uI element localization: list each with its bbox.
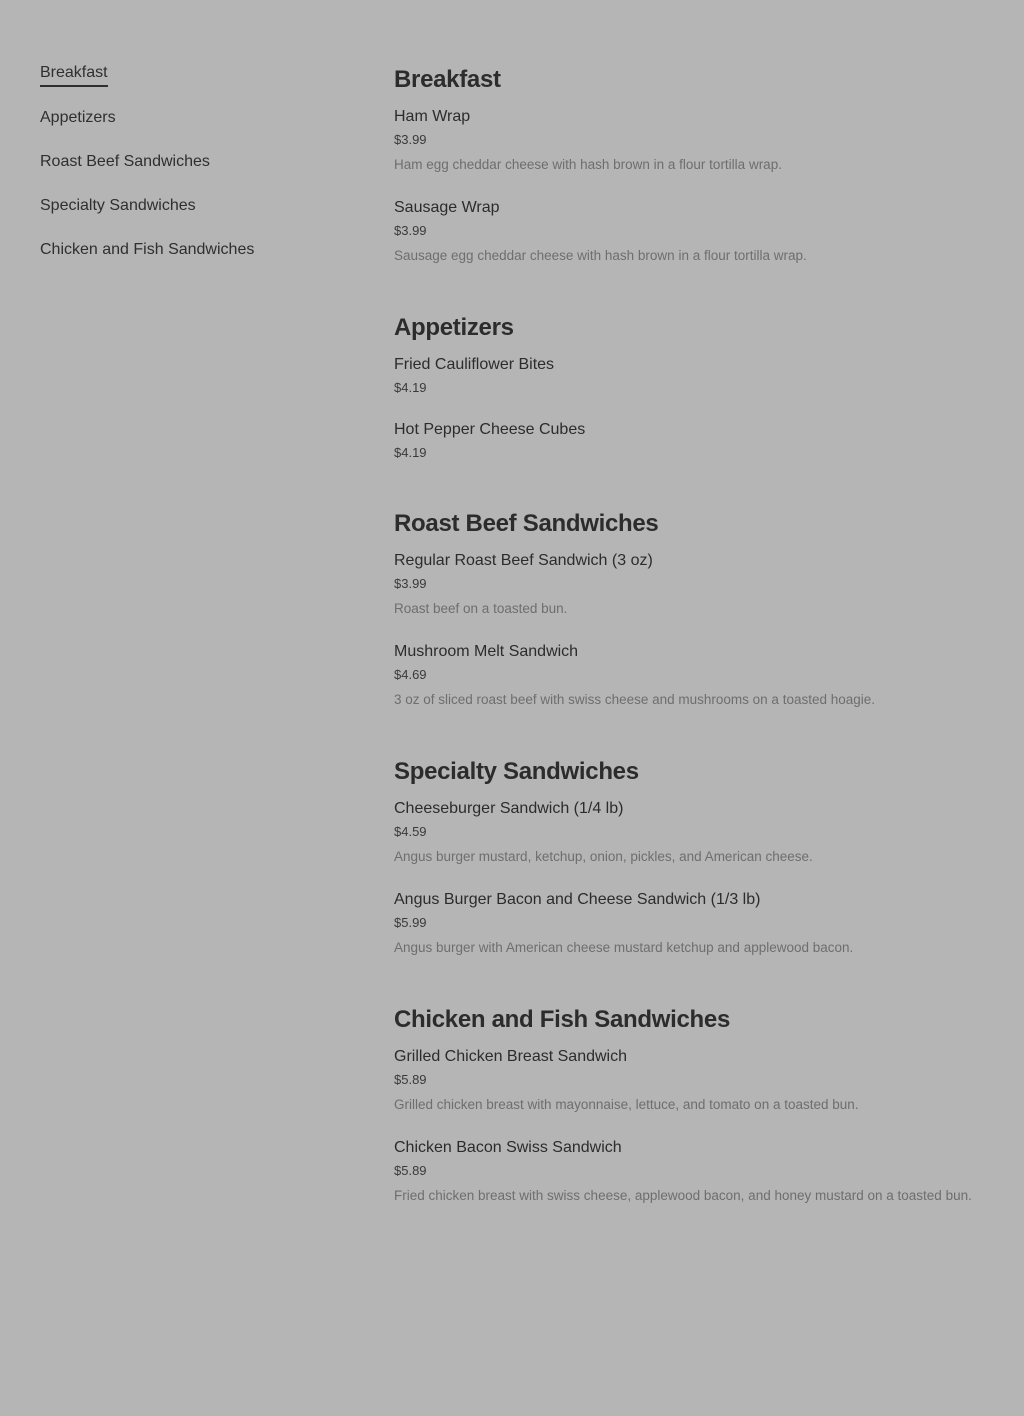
item-price: $3.99: [394, 132, 427, 147]
item-name: Cheeseburger Sandwich (1/4 lb): [394, 800, 624, 817]
item-name: Hot Pepper Cheese Cubes: [394, 421, 586, 438]
item-price: $5.99: [394, 915, 427, 930]
item-description: Grilled chicken breast with mayonnaise, lettuce, and tomato on a toasted bun.: [394, 1097, 859, 1112]
item-name: Fried Cauliflower Bites: [394, 356, 555, 373]
section-title: Roast Beef Sandwiches: [394, 510, 659, 537]
sidebar-item-wrap-breakfast: [40, 62, 360, 107]
category-sidebar: [40, 62, 360, 283]
item-price: $4.19: [394, 380, 427, 395]
menu-item[interactable]: [394, 354, 994, 397]
item-price: $4.59: [394, 824, 427, 839]
menu-item[interactable]: [394, 889, 994, 958]
section-title: Specialty Sandwiches: [394, 758, 639, 785]
item-price: $4.19: [394, 445, 427, 460]
sidebar-item-specialty-sandwiches[interactable]: Specialty Sandwiches: [40, 197, 196, 214]
item-name: Angus Burger Bacon and Cheese Sandwich (1/3 lb): [394, 891, 761, 908]
item-name: Sausage Wrap: [394, 199, 500, 216]
menu-item[interactable]: [394, 641, 994, 710]
item-description: Angus burger with American cheese mustard ketchup and applewood bacon.: [394, 940, 854, 955]
item-price: $4.69: [394, 667, 427, 682]
menu-item[interactable]: [394, 1137, 994, 1206]
item-price: $5.89: [394, 1072, 427, 1087]
menu-content: [394, 64, 994, 1252]
menu-item[interactable]: [394, 419, 994, 462]
item-name: Mushroom Melt Sandwich: [394, 643, 579, 660]
menu-item[interactable]: [394, 1046, 994, 1115]
item-description: Angus burger mustard, ketchup, onion, pickles, and American cheese.: [394, 849, 813, 864]
menu-section-appetizers: [394, 312, 994, 462]
item-description: Ham egg cheddar cheese with hash brown in a flour tortilla wrap.: [394, 157, 782, 172]
item-price: $3.99: [394, 223, 427, 238]
menu-section-chicken-and-fish-sandwiches: [394, 1004, 994, 1206]
item-name: Ham Wrap: [394, 108, 471, 125]
section-title: Chicken and Fish Sandwiches: [394, 1006, 730, 1033]
section-title: Appetizers: [394, 314, 514, 341]
menu-section-specialty-sandwiches: [394, 756, 994, 958]
item-name: Grilled Chicken Breast Sandwich: [394, 1048, 627, 1065]
item-description: Fried chicken breast with swiss cheese, applewood bacon, and honey mustard on a toasted bun.: [394, 1188, 972, 1203]
item-description: Roast beef on a toasted bun.: [394, 601, 568, 616]
item-price: $3.99: [394, 576, 427, 591]
menu-item[interactable]: [394, 798, 994, 867]
sidebar-item-breakfast[interactable]: Breakfast: [40, 62, 108, 87]
menu-section-roast-beef-sandwiches: [394, 508, 994, 710]
section-title: Breakfast: [394, 66, 501, 93]
sidebar-item-roast-beef-sandwiches[interactable]: Roast Beef Sandwiches: [40, 153, 210, 170]
item-name: Chicken Bacon Swiss Sandwich: [394, 1139, 622, 1156]
item-name: Regular Roast Beef Sandwich (3 oz): [394, 552, 653, 569]
sidebar-item-appetizers[interactable]: Appetizers: [40, 109, 116, 126]
sidebar-item-chicken-and-fish-sandwiches[interactable]: Chicken and Fish Sandwiches: [40, 241, 255, 258]
item-description: Sausage egg cheddar cheese with hash brown in a flour tortilla wrap.: [394, 248, 807, 263]
item-description: 3 oz of sliced roast beef with swiss cheese and mushrooms on a toasted hoagie.: [394, 692, 876, 707]
menu-item[interactable]: [394, 197, 994, 266]
item-price: $5.89: [394, 1163, 427, 1178]
menu-section-breakfast: [394, 64, 994, 266]
menu-item[interactable]: [394, 550, 994, 619]
menu-item[interactable]: [394, 106, 994, 175]
